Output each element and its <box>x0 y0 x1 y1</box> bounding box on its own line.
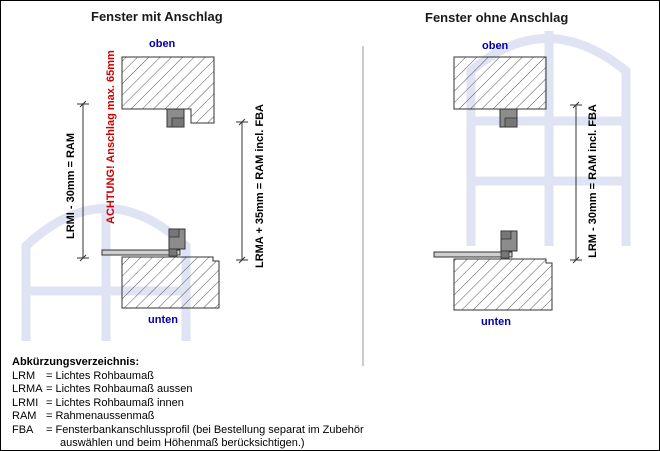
right-bottom-sill <box>454 259 552 310</box>
left-bottom-label: unten <box>148 314 178 326</box>
right-title: Fenster ohne Anschlag <box>425 10 569 25</box>
legend-abbr: FBA <box>12 423 34 436</box>
left-sill-profile <box>102 249 180 256</box>
left-right-dimension-label: LRMA + 35mm = RAM incl. FBA <box>254 104 266 269</box>
left-title: Fenster mit Anschlag <box>91 9 223 24</box>
left-bottom-frame-profile <box>169 229 185 249</box>
abbreviation-legend <box>12 356 364 451</box>
left-right-dimension-line <box>236 119 248 263</box>
right-dimension-label: LRM - 30mm = RAM incl. FBA <box>587 104 599 258</box>
legend-text: = Lichtes Rohbaumaß innen <box>46 396 184 409</box>
left-top-frame-profile <box>167 109 184 127</box>
legend-item <box>12 410 364 424</box>
right-top-frame-profile <box>500 109 517 127</box>
legend-abbr: LRM <box>12 369 36 382</box>
legend-item <box>12 370 364 384</box>
legend-continuation: auswählen und beim Höhenmaß berücksichtigen.) <box>60 437 305 449</box>
left-top-label: oben <box>149 38 176 50</box>
left-dimension-line <box>77 101 89 261</box>
legend-abbr: RAM <box>12 410 37 422</box>
legend-text: = Lichtes Rohbaumaß aussen <box>46 383 193 395</box>
right-top-lintel <box>454 57 546 109</box>
left-bottom-sill <box>122 257 219 308</box>
right-top-label: oben <box>482 40 509 52</box>
legend-abbr: LRMI <box>12 396 39 409</box>
legend-item <box>12 424 364 438</box>
legend-text: = Rahmenaussenmaß <box>46 410 155 422</box>
right-bottom-frame-profile <box>501 231 517 251</box>
warning-label: ACHTUNG! Anschlag max. 65mm <box>105 50 117 224</box>
legend-text: = Lichtes Rohbaumaß <box>46 369 154 382</box>
right-bottom-label: unten <box>481 316 511 328</box>
right-sill-profile <box>434 251 512 258</box>
legend-abbr: LRMA <box>12 383 43 395</box>
legend-item <box>12 397 364 411</box>
legend-item <box>12 383 364 397</box>
legend-heading: Abkürzungsverzeichnis: <box>12 356 140 368</box>
left-dimension-label: LRMI - 30mm = RAM <box>65 132 77 240</box>
legend-text: = Fensterbankanschlussprofil (bei Bestellung separat im Zubehör <box>46 423 364 436</box>
